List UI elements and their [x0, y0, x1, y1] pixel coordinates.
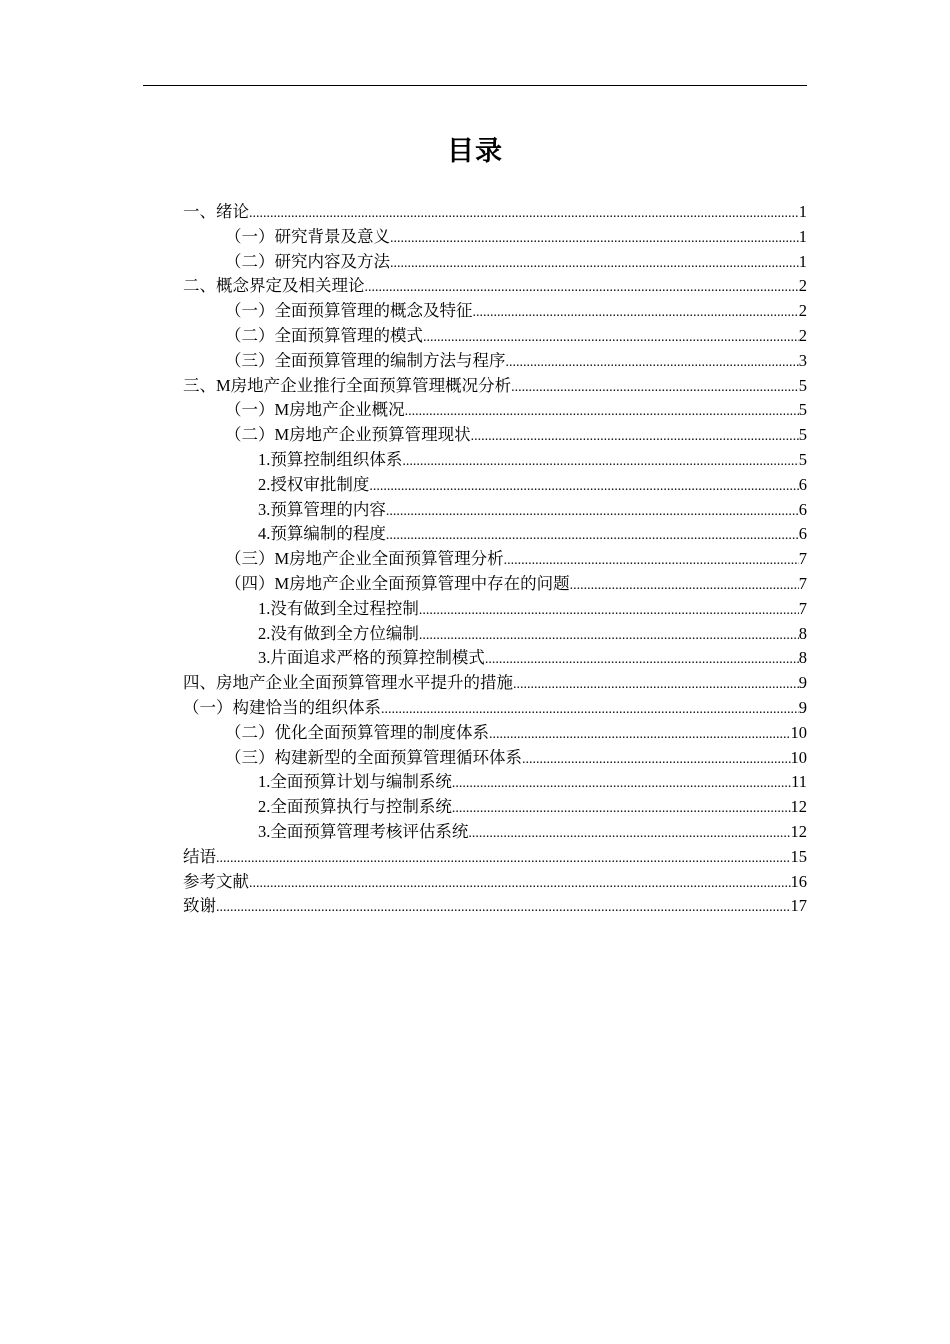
toc-entry-label: （四）M房地产企业全面预算管理中存在的问题	[225, 573, 570, 593]
toc-dot-leader	[513, 673, 799, 698]
toc-entry[interactable]	[183, 250, 807, 275]
toc-entry-label: 3.预算管理的内容	[258, 499, 386, 519]
toc-entry[interactable]	[183, 398, 807, 423]
toc-entry[interactable]	[183, 746, 807, 771]
toc-entry-label: 2.全面预算执行与控制系统	[258, 797, 452, 817]
toc-entry[interactable]	[183, 894, 807, 919]
toc-entry-label: 2.没有做到全方位编制	[258, 623, 419, 643]
toc-entry-page-number: 2	[798, 276, 807, 296]
toc-dot-leader	[485, 648, 799, 673]
toc-dot-leader	[390, 252, 799, 277]
toc-entry-page-number: 10	[790, 722, 807, 742]
toc-entry-page-number: 8	[798, 648, 807, 668]
toc-entry[interactable]	[183, 423, 807, 448]
toc-entry-page-number: 1	[798, 251, 807, 271]
toc-entry[interactable]	[183, 671, 807, 696]
toc-dot-leader	[216, 896, 791, 921]
toc-dot-leader	[419, 624, 799, 649]
toc-dot-leader	[452, 772, 791, 797]
toc-dot-leader	[452, 797, 791, 822]
toc-entry[interactable]	[183, 597, 807, 622]
toc-entry-page-number: 2	[798, 301, 807, 321]
toc-entry-label: （二）优化全面预算管理的制度体系	[225, 722, 489, 742]
toc-entry-label: 3.全面预算管理考核评估系统	[258, 821, 469, 841]
toc-dot-leader	[249, 202, 799, 227]
toc-entry-page-number: 6	[798, 524, 807, 544]
toc-entry[interactable]	[183, 820, 807, 845]
toc-entry-page-number: 12	[790, 797, 807, 817]
toc-title: 目录	[447, 136, 503, 167]
toc-entry-page-number: 5	[798, 400, 807, 420]
toc-entry-page-number: 6	[798, 499, 807, 519]
toc-dot-leader	[468, 822, 790, 847]
toc-entry[interactable]	[183, 324, 807, 349]
toc-entry[interactable]	[183, 845, 807, 870]
toc-entry-page-number: 5	[798, 425, 807, 445]
toc-entry-page-number: 11	[791, 772, 807, 792]
toc-entry[interactable]	[183, 498, 807, 523]
toc-entry-label: （二）研究内容及方法	[225, 251, 390, 271]
toc-entry[interactable]	[183, 870, 807, 895]
toc-entry-label: （一）构建恰当的组织体系	[183, 697, 381, 717]
toc-entry-page-number: 2	[798, 325, 807, 345]
toc-entry[interactable]	[183, 299, 807, 324]
toc-entry-label: 4.预算编制的程度	[258, 524, 386, 544]
toc-entry-label: 四、房地产企业全面预算管理水平提升的措施	[183, 673, 513, 693]
toc-entry-label: （一）全面预算管理的概念及特征	[225, 301, 473, 321]
toc-entry[interactable]	[183, 770, 807, 795]
toc-entry-label: 1.没有做到全过程控制	[258, 598, 419, 618]
toc-entry-page-number: 5	[798, 375, 807, 395]
toc-entry-page-number: 9	[798, 673, 807, 693]
toc-entry[interactable]	[183, 473, 807, 498]
toc-dot-leader	[522, 748, 791, 773]
toc-entry-label: （三）构建新型的全面预算管理循环体系	[225, 747, 522, 767]
toc-entry-page-number: 5	[798, 449, 807, 469]
toc-dot-leader	[216, 847, 791, 872]
toc-dot-leader	[473, 301, 799, 326]
toc-entry-page-number: 9	[798, 697, 807, 717]
toc-entry-label: 1.全面预算计划与编制系统	[258, 772, 452, 792]
toc-entry[interactable]	[183, 547, 807, 572]
toc-dot-leader	[249, 872, 791, 897]
toc-entry-page-number: 3	[798, 350, 807, 370]
toc-entry[interactable]	[183, 200, 807, 225]
toc-dot-leader	[381, 698, 799, 723]
toc-entry-page-number: 1	[798, 202, 807, 221]
toc-dot-leader	[402, 450, 798, 475]
toc-dot-leader	[423, 326, 799, 351]
toc-entry-page-number: 7	[798, 573, 807, 593]
toc-entry[interactable]	[183, 721, 807, 746]
toc-entry-label: （三）M房地产企业全面预算管理分析	[225, 549, 504, 569]
toc-entry[interactable]	[183, 646, 807, 671]
toc-dot-leader	[511, 376, 799, 401]
toc-entry-label: 致谢	[183, 896, 216, 916]
toc-entry-label: （一）M房地产企业概况	[225, 400, 405, 420]
toc-entry-page-number: 7	[798, 549, 807, 569]
toc-entry[interactable]	[183, 622, 807, 647]
toc-entry[interactable]	[183, 696, 807, 721]
toc-entry-page-number: 15	[790, 846, 807, 866]
toc-entry-label: 参考文献	[183, 871, 249, 891]
toc-entry-label: （一）研究背景及意义	[225, 226, 390, 246]
toc-entry-label: 结语	[183, 846, 216, 866]
toc-dot-leader	[390, 227, 799, 252]
toc-dot-leader	[365, 276, 799, 301]
toc-entry-label: 三、M房地产企业推行全面预算管理概况分析	[183, 375, 512, 395]
table-of-contents	[183, 200, 807, 919]
toc-entry-page-number: 17	[790, 896, 807, 916]
toc-dot-leader	[386, 524, 799, 549]
toc-dot-leader	[369, 475, 798, 500]
toc-entry-page-number: 8	[798, 623, 807, 643]
toc-dot-leader	[504, 549, 799, 574]
toc-entry-label: 3.片面追求严格的预算控制模式	[258, 648, 485, 668]
toc-entry[interactable]	[183, 349, 807, 374]
toc-entry[interactable]	[183, 522, 807, 547]
toc-entry-label: 二、概念界定及相关理论	[183, 276, 365, 296]
toc-entry-label: （三）全面预算管理的编制方法与程序	[225, 350, 506, 370]
toc-entry-page-number: 6	[798, 474, 807, 494]
toc-entry-page-number: 16	[790, 871, 807, 891]
toc-dot-leader	[405, 400, 799, 425]
toc-entry-page-number: 7	[798, 598, 807, 618]
toc-entry-label: 一、绪论	[183, 202, 249, 221]
toc-entry[interactable]	[183, 225, 807, 250]
toc-dot-leader	[506, 351, 799, 376]
header-rule	[143, 85, 807, 86]
toc-dot-leader	[489, 723, 791, 748]
toc-entry-label: （二）M房地产企业预算管理现状	[225, 425, 471, 445]
toc-entry-label: 2.授权审批制度	[258, 474, 370, 494]
toc-entry-page-number: 12	[790, 821, 807, 841]
toc-dot-leader	[570, 574, 799, 599]
toc-entry-page-number: 1	[798, 226, 807, 246]
toc-entry[interactable]	[183, 572, 807, 597]
toc-entry[interactable]	[183, 274, 807, 299]
toc-entry[interactable]	[183, 795, 807, 820]
toc-entry-label: 1.预算控制组织体系	[258, 449, 403, 469]
toc-dot-leader	[419, 599, 799, 624]
toc-entry-page-number: 10	[790, 747, 807, 767]
toc-dot-leader	[471, 425, 799, 450]
toc-entry[interactable]	[183, 448, 807, 473]
toc-entry[interactable]	[183, 374, 807, 399]
toc-entry-label: （二）全面预算管理的模式	[225, 325, 423, 345]
toc-dot-leader	[386, 500, 799, 525]
